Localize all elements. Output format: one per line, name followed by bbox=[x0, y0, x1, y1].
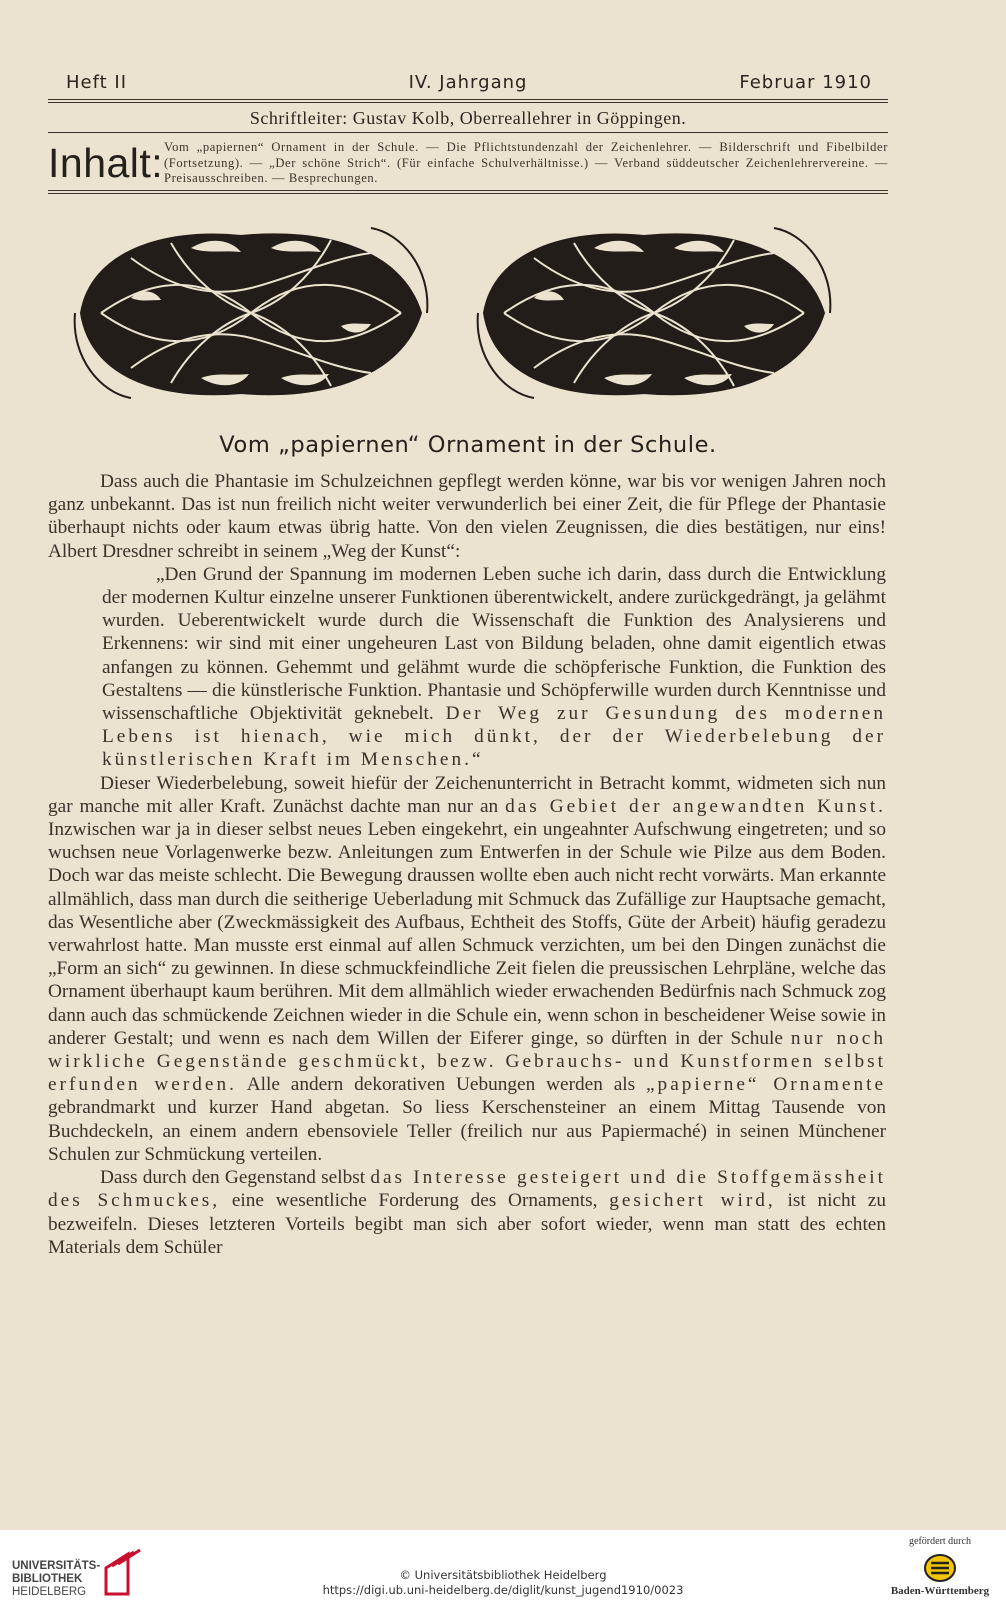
spaced-emphasis: Der Weg zur Gesundung des modernen Lebens ist hienach, wie mich dünkt, der der Wiederbelebung der künstlerischen Kraft im Menschen. bbox=[102, 703, 886, 771]
paragraph: Dass auch die Phantasie im Schulzeichnen gepflegt werden könne, war bis vor wenigen Jahren noch ganz unbekannt. Das ist nun freilich nicht weiter verwunderlich bei einer Zeit, die für Pflege der Phantasie überhaupt nichts oder kaum etwas übrig hatte. Von den vielen Zeugnissen, die dies bestätigen, nur eins! Albert Dresdner schreibt in seinem „Weg der Kunst“: bbox=[48, 471, 886, 562]
contents-text: Vom „papiernen“ Ornament in der Schule. — Die Pflichtstundenzahl der Zeichenlehrer. — Bilderschrift und Fibelbilder (Fortsetzung). — „Der schöne Strich“. (Für einfache Schulverhältnisse.) — Verband süddeutscher Zeichenlehrervereine. — Preisausschreiben. — Besprechungen. bbox=[164, 140, 888, 185]
spaced-emphasis: „papierne“ Ornamente bbox=[646, 1074, 887, 1096]
article-body bbox=[48, 470, 886, 1259]
leaf-ornament-left bbox=[70, 218, 432, 408]
paragraph: Dieser Wiederbelebung, soweit hiefür der Zeichenunterricht in Betracht kommt, widmeten sich nun gar manche mit aller Kraft. Zunächst dachte man nur an das Gebiet der angewandten Kunst. Inzwischen war ja in dieser selbst neues Leben eingekehrt, ein ungeahnter Aufschwung eingetreten; und so wuchsen neue Vorlagenwerke bezw. Anleitungen zum Entwerfen in der Schule wie Pilze aus dem Boden. Doch war das meiste schlecht. Die Bewegung draussen wollte eben auch nicht recht vorwärts. Man erkannte allmählich, dass man durch die seitherige Ueberladung mit Schmuck das Zufällige zur Hauptsache gemacht, das Wesentliche aber (Zweckmässigkeit des Aufbaus, Echtheit des Stoffs, Güte der Arbeit) häufig geradezu verwahrlost hatte. Man musste erst einmal auf allen Schmuck verzichten, um bei den Dingen zunächst die „Form an sich“ zu gewinnen. In diese schmuckfeindliche Zeit fielen die preussischen Lehrpläne, welche das Ornament überhaupt kaum berühren. Mit dem allmählich wieder erwachenden Bedürfnis nach Schmuck zog dann auch das schmückende Zeichnen wieder in die Schule ein, wenn schon in bescheidener Weise sowie in anderer Gestalt; und wenn es nach dem Willen der Eiferer ginge, so dürften in der Schule nur noch wirkliche Gegenstände geschmückt, bezw. Gebrauchs- und Kunstformen selbst erfunden werden. Alle andern dekorativen Uebungen werden als „papierne“ Ornamente gebrandmarkt und kurzer Hand abgetan. So liess Kerschensteiner an einem Mittag Tausende von Buchdeckeln, an einem andern ebensoviele Teller (freilich nur aus Papiermaché) in seinen Münchener Schulen zur Schmückung verteilen. bbox=[48, 772, 887, 1165]
permalink[interactable]: https://digi.ub.uni-heidelberg.de/diglit/kunst_jugend1910/0023 bbox=[322, 1583, 684, 1597]
issue-date: Februar 1910 bbox=[739, 72, 872, 93]
copyright-notice: © Universitätsbibliothek Heidelberg https://digi.ub.uni-heidelberg.de/diglit/kunst_jugend1910/0023 bbox=[0, 1568, 1006, 1598]
divider bbox=[48, 190, 888, 191]
paragraph: Dass durch den Gegenstand selbst das Interesse gesteigert und die Stoffgemässheit des Schmuckes, eine wesentliche Forderung des Ornaments, gesichert wird, ist nicht zu bezweifeln. Dieses letzteren Vorteils begibt man sich aber sofort wieder, wenn man statt des echten Materials dem Schüler bbox=[48, 1167, 887, 1258]
quotation: „Den Grund der Spannung im modernen Leben suche ich darin, dass durch die Entwicklung der modernen Kultur einzelne unserer Funktionen überentwickelt, andere zurückgedrängt, ja gelähmt wurden. Ueberentwickelt wurde durch die Wissenschaft die Funktion des Analysierens und Erkennens: wir sind mit einer ungeheuren Last von Bildung beladen, ohne damit eigentlich etwas anfangen zu können. Gehemmt und gelähmt wurde die schöpferische Funktion, die Funktion des Gestaltens — die künstlerische Funktion. Phantasie und Schöpferwille wurden durch Kenntnisse und wissenschaftliche Objektivität geknebelt. Der Weg zur Gesundung des modernen Lebens ist hienach, wie mich dünkt, der der Wiederbelebung der künstlerischen Kraft im Menschen.“ bbox=[102, 563, 886, 771]
divider bbox=[48, 193, 888, 194]
spaced-emphasis: das Interesse gesteigert und die Stoffgemässheit des Schmuckes, bbox=[48, 1167, 887, 1212]
divider bbox=[48, 132, 888, 133]
volume: IV. Jahrgang bbox=[408, 72, 528, 93]
spaced-emphasis: nur noch wirkliche Gegenstände geschmückt, bezw. Gebrauchs- und Kunstformen selbst erfunden werden. bbox=[48, 1027, 886, 1096]
spaced-emphasis: gesichert wird, bbox=[609, 1190, 776, 1212]
contents-label: Inhalt: bbox=[48, 140, 164, 186]
coat-of-arms-icon bbox=[923, 1553, 957, 1583]
issue-number: Heft II bbox=[66, 72, 128, 93]
viewer-footer bbox=[0, 1530, 1006, 1607]
header-rule bbox=[48, 99, 888, 100]
spaced-emphasis: das Gebiet der angewandten Kunst. bbox=[505, 795, 886, 817]
editor-line: Schriftleiter: Gustav Kolb, Oberreallehrer in Göppingen. bbox=[249, 108, 687, 128]
masthead bbox=[48, 72, 888, 96]
funder-block: gefördert durch Baden-Württemberg bbox=[890, 1536, 990, 1597]
table-of-contents bbox=[48, 138, 888, 188]
header-rule bbox=[48, 102, 888, 103]
leaf-ornament-right bbox=[470, 218, 838, 408]
university-library-logo[interactable]: UNIVERSITÄTS- BIBLIOTHEK HEIDELBERG bbox=[12, 1548, 152, 1598]
article-title: Vom „papiernen“ Ornament in der Schule. bbox=[219, 432, 717, 458]
